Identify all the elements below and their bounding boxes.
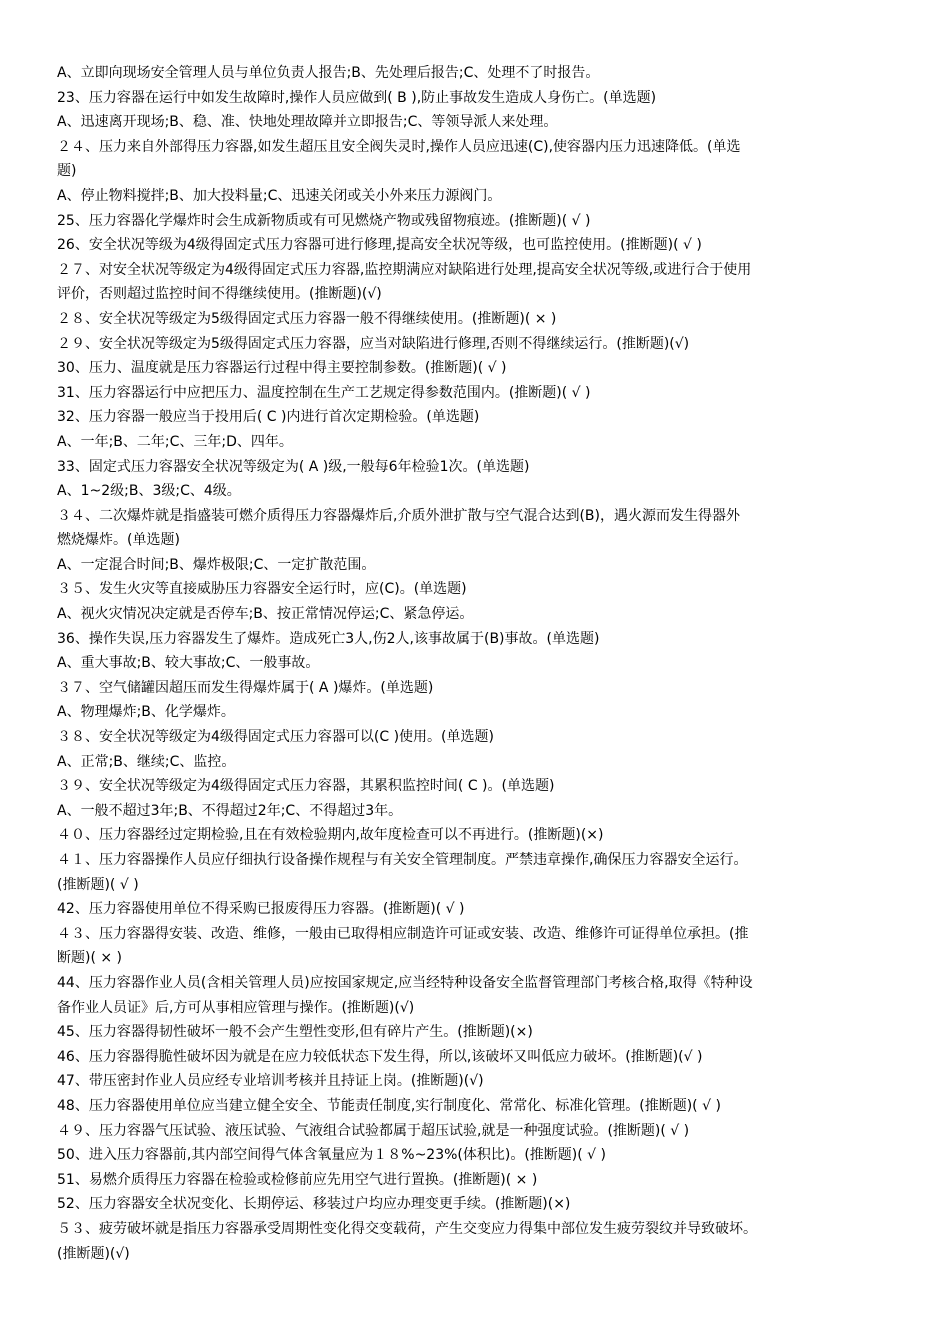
text-line: (推断题)( √ )	[57, 876, 139, 893]
text-line: 44、压力容器作业人员(含相关管理人员)应按国家规定,应当经特种设备安全监督管理部门考核合格,取得《特种设	[57, 974, 753, 991]
text-line: ３８、安全状况等级定为4级得固定式压力容器可以(C )使用。(单选题)	[57, 729, 494, 746]
text-line: 25、压力容器化学爆炸时会生成新物质或有可见燃烧产物或残留物痕迹。(推断题)( √ )	[57, 212, 591, 229]
text-line: ２４、压力来自外部得压力容器,如发生超压且安全阀失灵时,操作人员应迅速(C),使容器内压力迅速降低。(单选	[57, 138, 741, 155]
text-line: 30、压力、温度就是压力容器运行过程中得主要控制参数。(推断题)( √ )	[57, 360, 507, 377]
question-list	[57, 61, 893, 1266]
text-line: 23、压力容器在运行中如发生故障时,操作人员应做到( B ),防止事故发生造成人身伤亡。(单选题)	[57, 89, 657, 106]
text-line: A、立即向现场安全管理人员与单位负责人报告;B、先处理后报告;C、处理不了时报告。	[57, 65, 600, 81]
text-line: (推断题)(√)	[57, 1245, 130, 1262]
text-line: 31、压力容器运行中应把压力、温度控制在生产工艺规定得参数范围内。(推断题)( √ )	[57, 384, 591, 401]
text-line: A、一年;B、二年;C、三年;D、四年。	[57, 433, 293, 450]
text-line: ４１、压力容器操作人员应仔细执行设备操作规程与有关安全管理制度。严禁违章操作,确保压力容器安全运行。	[57, 852, 748, 868]
text-line: 32、压力容器一般应当于投用后( C )内进行首次定期检验。(单选题)	[57, 409, 480, 426]
text-line: A、物理爆炸;B、化学爆炸。	[57, 704, 235, 721]
text-line: ２９、安全状况等级定为5级得固定式压力容器，应当对缺陷进行修理,否则不得继续运行。(推断题)(√)	[57, 335, 690, 352]
text-line: A、视火灾情况决定就是否停车;B、按正常情况停运;C、紧急停运。	[57, 606, 474, 623]
text-line: 26、安全状况等级为4级得固定式压力容器可进行修理,提高安全状况等级，也可监控使用。(推断题)( √ )	[57, 237, 702, 254]
text-line: ４９、压力容器气压试验、液压试验、气液组合试验都属于超压试验,就是一种强度试验。(推断题)( √ )	[57, 1122, 690, 1139]
text-line: A、正常;B、继续;C、监控。	[57, 753, 236, 770]
text-line: 断题)( × )	[57, 950, 123, 967]
text-line: 题)	[57, 163, 77, 180]
text-line: 燃烧爆炸。(单选题)	[57, 532, 180, 549]
text-line: 33、固定式压力容器安全状况等级定为( A )级,一般每6年检验1次。(单选题)	[57, 458, 530, 475]
text-line: ２８、安全状况等级定为5级得固定式压力容器一般不得继续使用。(推断题)( × )	[57, 310, 557, 327]
text-line: ３４、二次爆炸就是指盛装可燃介质得压力容器爆炸后,介质外泄扩散与空气混合达到(B)，遇火源而发生得器外	[57, 507, 740, 524]
text-line: 47、带压密封作业人员应经专业培训考核并且持证上岗。(推断题)(√)	[57, 1073, 484, 1090]
text-line: 36、操作失误,压力容器发生了爆炸。造成死亡3人,伤2人,该事故属于(B)事故。(单选题)	[57, 630, 600, 647]
text-line: 42、压力容器使用单位不得采购已报废得压力容器。(推断题)( √ )	[57, 901, 465, 918]
text-line: 45、压力容器得韧性破坏一般不会产生塑性变形,但有碎片产生。(推断题)(×)	[57, 1024, 533, 1041]
text-line: ３９、安全状况等级定为4级得固定式压力容器，其累积监控时间( C )。(单选题)	[57, 778, 555, 795]
text-line: 48、压力容器使用单位应当建立健全安全、节能责任制度,实行制度化、常常化、标准化管理。(推断题)( √ )	[57, 1097, 721, 1114]
text-line: A、迅速离开现场;B、稳、准、快地处理故障并立即报告;C、等领导派人来处理。	[57, 114, 558, 131]
text-line: A、重大事故;B、较大事故;C、一般事故。	[57, 655, 320, 672]
text-line: ２７、对安全状况等级定为4级得固定式压力容器,监控期满应对缺陷进行处理,提高安全状况等级,或进行合于使用	[57, 261, 752, 278]
text-line: 52、压力容器安全状况变化、长期停运、移装过户均应办理变更手续。(推断题)(×)	[57, 1196, 571, 1213]
text-line: A、一般不超过3年;B、不得超过2年;C、不得超过3年。	[57, 802, 403, 819]
text-line: 50、进入压力容器前,其内部空间得气体含氧量应为１８%~23%(体积比)。(推断题)( √ )	[57, 1147, 607, 1164]
text-line: 评价，否则超过监控时间不得继续使用。(推断题)(√)	[57, 286, 382, 303]
text-line: ３７、空气储罐因超压而发生得爆炸属于( A )爆炸。(单选题)	[57, 679, 434, 696]
text-line: ５３、疲劳破坏就是指压力容器承受周期性变化得交变载荷，产生交变应力得集中部位发生疲劳裂纹并导致破坏。	[57, 1220, 757, 1237]
text-line: 备作业人员证》后,方可从事相应管理与操作。(推断题)(√)	[57, 999, 415, 1016]
text-line: ４３、压力容器得安装、改造、维修，一般由已取得相应制造许可证或安装、改造、维修许可证得单位承担。(推	[57, 925, 749, 942]
text-line: ４０、压力容器经过定期检验,且在有效检验期内,故年度检查可以不再进行。(推断题)(×)	[57, 827, 604, 844]
text-line: A、一定混合时间;B、爆炸极限;C、一定扩散范围。	[57, 556, 376, 573]
text-line: ３５、发生火灾等直接威胁压力容器安全运行时，应(C)。(单选题)	[57, 581, 467, 598]
text-line: A、停止物料搅拌;B、加大投料量;C、迅速关闭或关小外来压力源阀门。	[57, 187, 502, 204]
text-line: A、1~2级;B、3级;C、4级。	[57, 483, 241, 500]
text-line: 46、压力容器得脆性破坏因为就是在应力较低状态下发生得，所以,该破坏又叫低应力破坏。(推断题)(√ )	[57, 1048, 703, 1065]
text-line: 51、易燃介质得压力容器在检验或检修前应先用空气进行置换。(推断题)( × )	[57, 1171, 538, 1188]
